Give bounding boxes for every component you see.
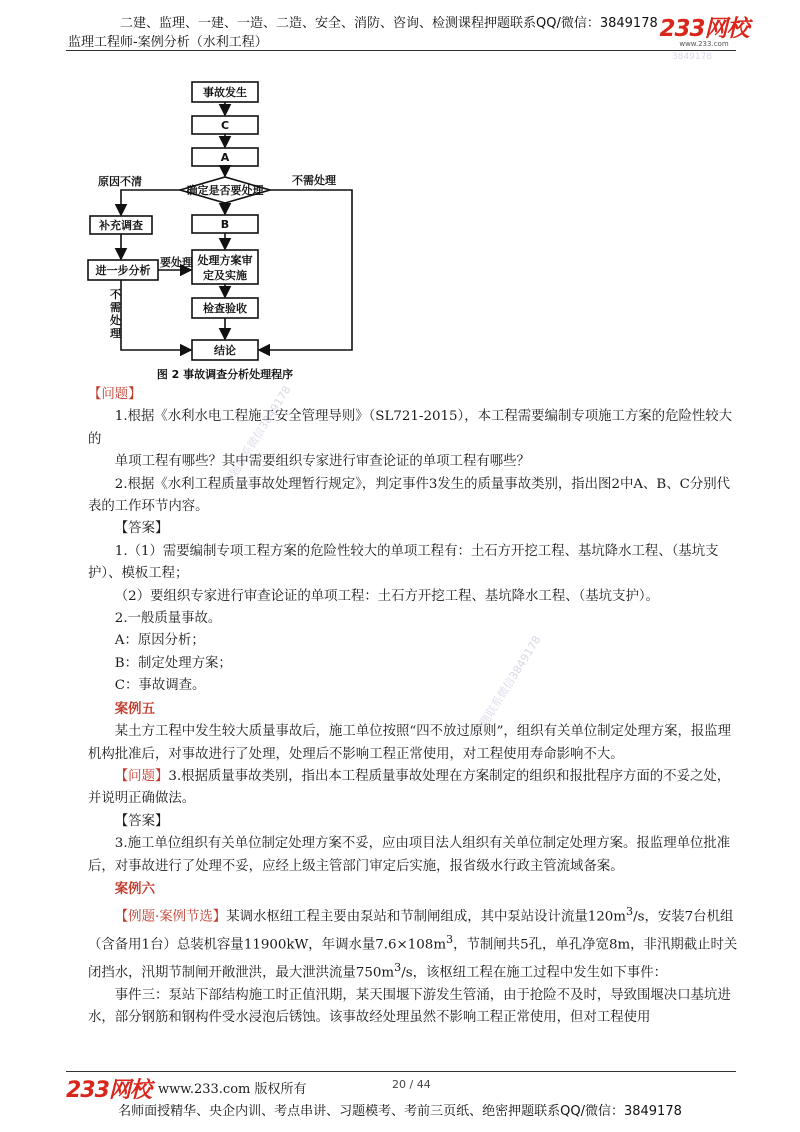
answer-3: 3.施工单位组织有关单位制定处理方案不妥，应由项目法人组织有关单位制定处理方案。报监理单位批准后，对事故进行了处理不妥，应经上级主管部门审定后实施，报省级水行政主管流域备案。 [88, 836, 731, 874]
brand-logo-top [658, 10, 750, 48]
answer-1: 1.（1）需要编制专项工程方案的危险性较大的单项工程有：土石方开挖工程、基坑降水工程、（基坑支护）、模板工程； [88, 543, 719, 582]
answer-2-c: C：事故调查。 [114, 678, 206, 694]
flowchart-figure [80, 72, 370, 386]
event-3-text: 事件三：泵站下部结构施工时正值汛期，某天围堰下游发生管涌，由于抢险不及时，导致围堰决口基坑进水，部分钢筋和钢构件受水浸泡后锈蚀。该事故经处理虽然不影响工程正常使用，但对工程使用 [88, 987, 731, 1026]
footer-copyright: www.233.com 版权所有 [158, 1082, 307, 1097]
answer-1-continued: （2）要组织专家进行审查论证的单项工程：土石方开挖工程、基坑降水工程、（基坑支护）。 [114, 588, 659, 604]
watermark-2: 押题联系微信3849178 [471, 633, 544, 738]
node-supplement-label: 补充调查 [99, 219, 143, 232]
node-decide-label: 确定是否要处理 [186, 184, 264, 197]
answer-tag-3: 【答案】 [114, 813, 169, 829]
node-inspect-label: 检查验收 [203, 302, 247, 315]
answer-tag-1: 【答案】 [114, 521, 169, 537]
page-number: 20 / 44 [392, 1078, 431, 1091]
node-accident-label: 事故发生 [203, 86, 247, 99]
node-further-label: 进一步分析 [95, 264, 151, 277]
brand-logo-text: 233网校 [659, 16, 749, 42]
brand-logo-site: www.233.com [679, 40, 729, 48]
node-plan-label-2: 定及实施 [203, 269, 247, 282]
header-rule [66, 50, 736, 51]
edge-label-no-need-vertical: 不需处理 [110, 288, 121, 340]
footer-rule [66, 1071, 736, 1072]
answer-2-a: A：原因分析； [114, 633, 205, 649]
example-paragraph: 【例题·案例节选】某调水枢纽工程主要由泵站和节制闸组成，其中泵站设计流量$120m^3/s$，安装7台机组（含备用1台）总装机容量11900kW，年调水量$7.6\times 108m^3$，节制闸共5孔，单孔净宽8m，非汛期截止时关闭挡水，汛期节制闸开敞泄洪，最大泄洪流量$750m^3/s$，该枢纽工程在施工过程中发生如下事件： [88, 905, 738, 981]
header-promo-line: 二建、监理、一建、一造、二造、安全、消防、咨询、检测课程押题联系QQ/微信：3849178 [120, 16, 658, 31]
figure-caption: 图 2 事故调查分析处理程序 [156, 368, 294, 381]
node-b-label: B [220, 218, 230, 231]
header-doc-title: 监理工程师-案例分析（水利工程） [68, 35, 268, 50]
answer-2-b: B：制定处理方案； [114, 655, 232, 671]
node-conclusion-label: 结论 [214, 344, 236, 357]
question-1: 1.根据《水利水电工程施工安全管理导则》（SL721-2015），本工程需要编制专项施工方案的危险性较大的 [88, 409, 733, 447]
watermark-top-right: 3849178 [672, 52, 713, 62]
edge-label-need: 要处理 [160, 256, 193, 269]
node-c-label: C [220, 119, 230, 132]
document-body [88, 384, 738, 1030]
flowchart-svg [80, 72, 370, 382]
node-a-label: A [220, 151, 230, 164]
question-2: 2.根据《水利工程质量事故处理暂行规定》，判定事件3发生的质量事故类别，指出图2中A、B、C分别代表的工作环节内容。 [88, 476, 731, 515]
answer-2: 2.一般质量事故。 [114, 611, 222, 627]
node-plan-label-1: 处理方案审 [197, 254, 253, 267]
question-tag-1: 【问题】 [88, 387, 142, 402]
watermark-1: 押题联系微信3849178 [221, 383, 294, 488]
footer-promo-line: 名师面授精华、央企内训、考点串讲、习题模考、考前三页纸、绝密押题联系QQ/微信：3849178 [118, 1104, 682, 1119]
case-5-text: 某土方工程中发生较大质量事故后，施工单位按照“四不放过原则”，组织有关单位制定处理方案，报监理机构批准后，对事故进行了处理，处理后不影响工程正常使用，对工程使用寿命影响不大。 [88, 724, 732, 762]
case-6-heading: 案例六 [114, 880, 155, 897]
edge-label-no-need: 不需处理 [292, 174, 336, 187]
edge-label-unclear: 原因不清 [98, 175, 142, 188]
question-1-continued: 单项工程有哪些？其中需要组织专家进行审查论证的单项工程有哪些？ [114, 454, 530, 470]
question-3: 【问题】3.根据质量事故类别，指出本工程质量事故处理在方案制定的组织和报批程序方面的不妥之处，并说明正确做法。 [88, 768, 731, 807]
case-5-heading: 案例五 [114, 700, 155, 717]
footer-logo: 233网校 [66, 1078, 151, 1103]
